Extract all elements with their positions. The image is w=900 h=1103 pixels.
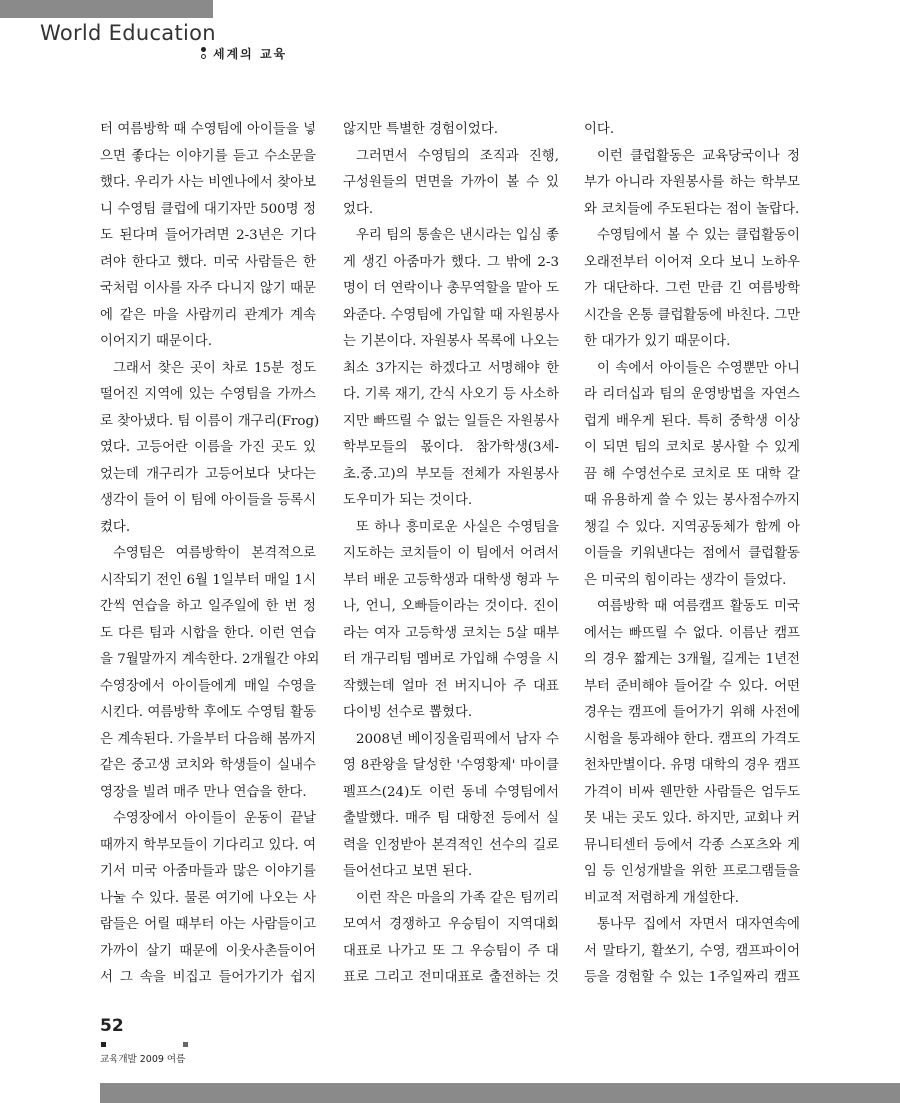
text-line: 들어선다고 보면 된다.: [343, 864, 473, 879]
text-line: 또 하나 흥미로운 사실은 수영팀을: [356, 519, 559, 535]
text-line: 뮤니티센터 등에서 각종 스포츠와 게: [584, 837, 800, 853]
text-line: 최소 3가지는 하겠다고 서명해야 한: [343, 360, 559, 376]
text-line: 등을 경험할 수 있는 1주일짜리 캠프: [584, 970, 800, 985]
text-line: 에 같은 마을 사람끼리 관계가 계속: [100, 307, 316, 323]
text-line: 시간을 온통 클럽활동에 바친다. 그만: [584, 307, 800, 323]
text-line: 라 리더십과 팀의 운영방법을 자연스: [584, 387, 800, 402]
footer-bar: [100, 1083, 900, 1103]
text-line: 으면 좋다는 이야기를 듣고 수소문을: [100, 148, 316, 164]
text-line: 부터 배운 고등학생과 대학생 형과 누: [343, 572, 559, 588]
text-line: 였다. 고등어란 이름을 가진 곳도 있: [100, 440, 316, 455]
header-tab-block: [0, 0, 213, 18]
text-line: 대표로 나가고 또 그 우승팀이 주 대: [343, 943, 559, 959]
text-line: 다. 기록 재기, 간식 사오기 등 사소하: [343, 387, 559, 402]
text-line: 터 개구리팀 멤버로 가입해 수영을 시: [343, 652, 559, 667]
text-line: 챙길 수 있다. 지역공동체가 함께 아: [584, 519, 800, 535]
text-line: 터 여름방학 때 수영팀에 아이들을 넣: [100, 122, 316, 137]
text-line: 이 속에서 아이들은 수영뿐만 아니: [597, 360, 800, 376]
text-line: 도 된다며 들어가려면 2-3년은 기다: [100, 228, 316, 243]
text-line: 영장을 빌려 매주 만나 연습을 한다.: [100, 784, 307, 800]
text-line: 다이빙 선수로 뽑혔다.: [343, 705, 473, 720]
text-line: 시작되기 전인 6월 1일부터 매일 1시: [100, 572, 316, 588]
publication-name: 교육개발 2009 여름: [100, 1054, 186, 1065]
text-line: 는 기본이다. 자원봉사 목록에 나오는: [343, 334, 559, 349]
text-line: 때 유용하게 쓸 수 있는 봉사점수까지: [584, 493, 800, 508]
text-line: 이들을 키워낸다는 점에서 클럽활동: [584, 546, 800, 561]
text-line: 천차만별이다. 유명 대학의 경우 캠프: [584, 758, 800, 773]
text-line: 게 생긴 아줌마가 했다. 그 밖에 2-3: [343, 254, 559, 270]
text-column-2: [343, 117, 559, 992]
text-column-3: [584, 117, 800, 992]
text-line: 니 수영팀 클럽에 대기자만 500명 정: [100, 201, 316, 217]
text-line: 서 말타기, 활쏘기, 수영, 캠프파이어: [584, 943, 800, 959]
text-line: 간씩 연습을 하고 일주일에 한 번 정: [100, 599, 316, 614]
text-line: 시험을 통과해야 한다. 캠프의 가격도: [584, 731, 800, 747]
text-line: 었는데 개구리가 고등어보다 낫다는: [100, 466, 316, 482]
text-line: 이어지기 때문이다.: [100, 334, 212, 349]
text-line: 가격이 비싸 웬만한 사람들은 엄두도: [584, 784, 800, 800]
text-line: 력을 인정받아 본격적인 선수의 길로: [343, 837, 559, 853]
section-subtitle-row: [201, 43, 287, 63]
text-line: 의 경우 짧게는 3개월, 길게는 1년전: [584, 652, 800, 667]
text-line: 와준다. 수영팀에 가입할 때 자원봉사: [343, 307, 559, 323]
text-line: 초.중.고)의 부모들 전체가 자원봉사: [343, 466, 559, 482]
text-line: 에서는 빠뜨릴 수 없다. 이름난 캠프: [584, 625, 800, 641]
text-line: 수영팀은 여름방학이 본격적으로: [113, 546, 316, 561]
text-line: 람들은 어릴 때부터 아는 사람들이고: [100, 917, 316, 932]
text-line: 서 그 속을 비집고 들어가기가 쉽지: [100, 970, 316, 985]
text-line: 국처럼 이사를 자주 다니지 않기 때문: [100, 281, 316, 296]
text-line: 지도하는 코치들이 이 팀에서 어려서: [343, 546, 559, 561]
text-line: 이런 클럽활동은 교육당국이나 정: [597, 148, 800, 164]
text-line: 나눌 수 있다. 물론 여기에 나오는 사: [100, 890, 316, 906]
section-title: World Education: [40, 21, 216, 45]
text-line: 을 7월말까지 계속한다. 2개월간 야외: [100, 652, 320, 667]
page-number: 52: [100, 1016, 124, 1036]
text-line: 부가 아니라 자원봉사를 하는 학부모: [584, 175, 800, 190]
text-line: 지만 빠뜨릴 수 없는 일들은 자원봉사: [343, 413, 559, 429]
footer-marker-square: [183, 1042, 188, 1047]
text-line: 임 등 인성개발을 위한 프로그램들을: [584, 864, 800, 879]
text-line: 비교적 저렴하게 개설한다.: [584, 890, 740, 906]
text-line: 못 내는 곳도 있다. 하지만, 교회나 커: [584, 811, 800, 826]
text-line: 2008년 베이징올림픽에서 남자 수: [356, 731, 559, 747]
text-line: 오래전부터 이어져 오다 보니 노하우: [584, 254, 800, 270]
text-line: 도우미가 되는 것이다.: [343, 493, 473, 508]
text-line: 은 미국의 힘이라는 생각이 들었다.: [584, 572, 787, 588]
text-line: 작했는데 얼마 전 버지니아 주 대표: [343, 678, 559, 694]
text-line: 려야 한다고 했다. 미국 사람들은 한: [100, 254, 316, 270]
text-line: 출발했다. 매주 팀 대항전 등에서 실: [343, 811, 559, 826]
text-line: 시킨다. 여름방학 후에도 수영팀 활동: [100, 705, 316, 720]
text-line: 수영팀에서 볼 수 있는 클럽활동이: [597, 228, 800, 243]
text-line: 그러면서 수영팀의 조직과 진행,: [356, 148, 559, 164]
text-line: 가 대단하다. 그런 만큼 긴 여름방학: [584, 281, 800, 296]
text-line: 이 되면 팀의 코치로 봉사할 수 있게: [584, 440, 800, 455]
bullet-dots-icon: [201, 46, 206, 60]
text-line: 모여서 경쟁하고 우승팀이 지역대회: [343, 917, 559, 932]
text-line: 구성원들의 면면을 가까이 볼 수 있: [343, 175, 559, 190]
text-line: 했다. 우리가 사는 비엔나에서 찾아보: [100, 175, 316, 190]
text-line: 이런 작은 마을의 가족 같은 팀끼리: [356, 890, 559, 906]
text-line: 같은 중고생 코치와 학생들이 실내수: [100, 758, 316, 773]
text-line: 여름방학 때 여름캠프 활동도 미국: [597, 599, 800, 614]
text-line: 은 계속된다. 가을부터 다음해 봄까지: [100, 731, 316, 747]
text-line: 경우는 캠프에 들어가기 위해 사전에: [584, 705, 800, 720]
text-line: 도 다른 팀과 시합을 한다. 이런 연습: [100, 625, 316, 641]
text-line: 었다.: [343, 201, 374, 217]
text-line: 부터 준비해야 들어갈 수 있다. 어떤: [584, 678, 800, 694]
text-line: 수영장에서 아이들이 운동이 끝날: [113, 811, 316, 826]
text-line: 않지만 특별한 경험이었다.: [343, 122, 499, 137]
text-line: 와 코치들에 주도된다는 점이 놀랍다.: [584, 201, 800, 217]
text-line: 그래서 찾은 곳이 차로 15분 정도: [113, 360, 316, 376]
text-line: 라는 여자 고등학생 코치는 5살 때부: [343, 625, 559, 641]
text-line: 생각이 들어 이 팀에 아이들을 등록시: [100, 493, 316, 508]
text-line: 켰다.: [100, 519, 131, 535]
text-line: 럽게 배우게 된다. 특히 중학생 이상: [584, 413, 800, 429]
text-line: 떨어진 지역에 있는 수영팀을 가까스: [100, 387, 316, 402]
text-line: 우리 팀의 통솔은 낸시라는 입심 좋: [356, 228, 559, 243]
text-column-1: [100, 117, 320, 992]
text-line: 때까지 학부모들이 기다리고 있다. 여: [100, 837, 316, 853]
text-line: 수영장에서 아이들에게 매일 수영을: [100, 678, 316, 694]
footer-marker-square: [101, 1042, 106, 1047]
text-line: 영 8관왕을 달성한 '수영황제' 마이클: [343, 758, 559, 773]
text-line: 가까이 살기 때문에 이웃사촌들이어: [100, 943, 316, 959]
section-subtitle: 세계의 교육: [213, 46, 288, 61]
text-line: 로 찾아냈다. 팀 이름이 개구리(Frog): [100, 413, 320, 429]
text-line: 한 대가가 있기 때문이다.: [584, 334, 731, 349]
text-line: 이다.: [584, 122, 615, 137]
text-line: 끔 해 수영선수로 코치로 또 대학 갈: [584, 466, 800, 482]
text-line: 학부모들의 몫이다. 참가학생(3세-: [343, 440, 559, 455]
text-line: 명이 더 연락이나 총무역할을 맡아 도: [343, 281, 559, 296]
text-line: 기서 미국 아줌마들과 많은 이야기를: [100, 864, 316, 879]
text-line: 통나무 집에서 자면서 대자연속에: [597, 917, 800, 932]
text-line: 표로 그리고 전미대표로 출전하는 것: [343, 970, 559, 985]
text-line: 펠프스(24)도 이런 동네 수영팀에서: [343, 784, 559, 800]
text-line: 나, 언니, 오빠들이라는 것이다. 진이: [343, 599, 559, 614]
